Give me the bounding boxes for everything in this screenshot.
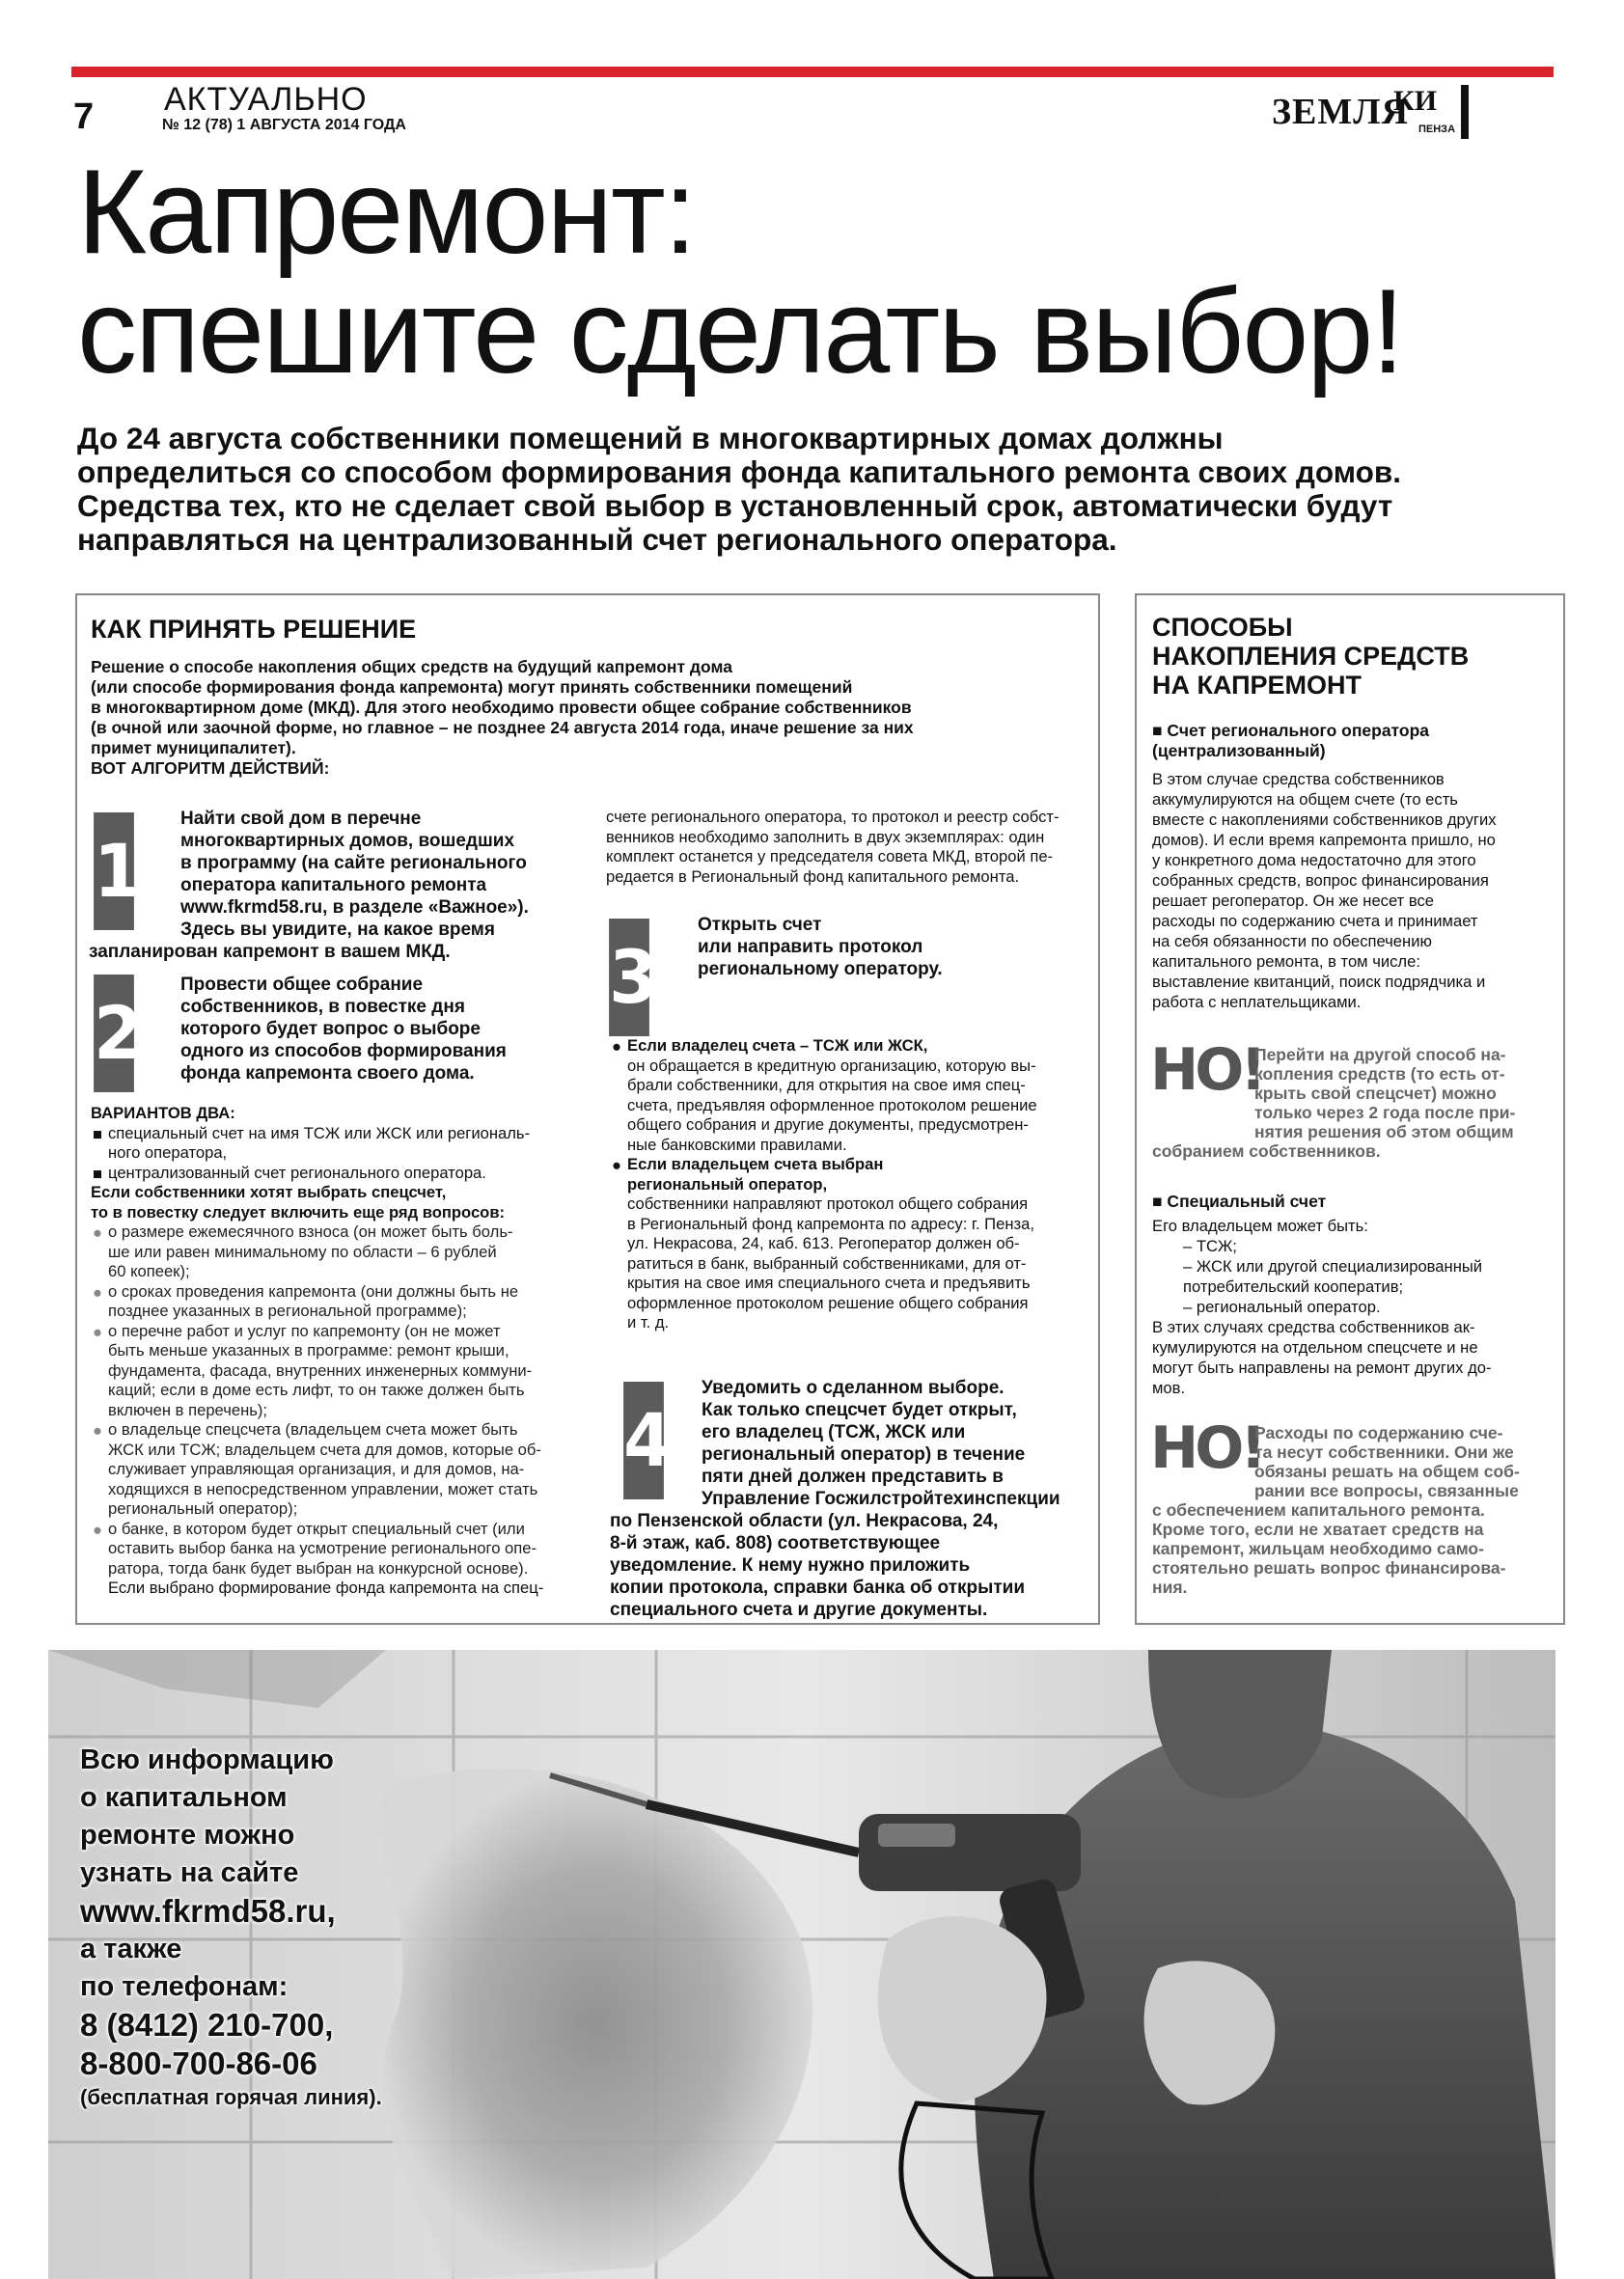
step-line: уведомление. К нему нужно приложить: [610, 1555, 971, 1576]
step-4-text: [610, 1377, 1097, 1621]
headline-line-2: спешите сделать выбор!: [77, 265, 1403, 398]
step-line: фонда капремонта своего дома.: [180, 1063, 475, 1084]
spec-intro-2: то в повестку следует включить еще ряд вопросов:: [91, 1202, 506, 1222]
step-line: многоквартирных домов, вошедших: [180, 831, 515, 851]
step-line: его владелец (ТСЖ, ЖСК или: [702, 1422, 966, 1442]
intro-line: (в очной или заочной форме, но главное – не позднее 24 августа 2014 года, иначе решение за них: [91, 718, 914, 737]
step-line: 8-й этаж, каб. 808) соответствующее: [610, 1533, 941, 1553]
intro-line: ВОТ АЛГОРИТМ ДЕЙСТВИЙ:: [91, 758, 330, 778]
special-section: [1152, 1192, 1553, 1398]
step-line: региональному оператору.: [698, 959, 943, 979]
col2-line: счете регионального оператора, то протокол и реестр собст-: [606, 808, 1060, 826]
page-number: 7: [73, 96, 95, 137]
info-line: по телефонам:: [80, 1971, 289, 2002]
methods-title: СПОСОБЫ НАКОПЛЕНИЯ СРЕДСТВ НА КАПРЕМОНТ: [1152, 613, 1470, 700]
intro-line: примет муниципалитет).: [91, 738, 296, 757]
info-phone: 8-800-700-86-06: [80, 2046, 317, 2081]
variants-title: ВАРИАНТОВ ДВА:: [91, 1104, 235, 1122]
col1-tail: Если выбрано формирование фонда капремонта на спец-: [108, 1579, 544, 1597]
step-line: копии протокола, справки банка об открытии: [610, 1578, 1026, 1598]
spec-intro-1: Если собственники хотят выбрать спецсчет,: [91, 1183, 447, 1201]
step-line: Как только спецсчет будет открыт,: [702, 1400, 1017, 1420]
info-line: узнать на сайте: [80, 1857, 299, 1888]
question-item: ● о размере ежемесячного взноса (он может быть боль- ше или равен минимальному по области – 6 рублей 60 копеек);: [93, 1222, 513, 1280]
info-line: Всю информацию: [80, 1744, 334, 1775]
step-3-text: [698, 914, 1084, 980]
question-item: ● о перечне работ и услуг по капремонту (он не может быть меньше указанных в программе: ремонт крыши, фундамента, фасада, внутренних инженерных коммуни- каций; если в доме есть лифт, то он также должен быть включен в перечень);: [93, 1321, 533, 1419]
lede-line: направляться на централизованный счет регионального оператора.: [77, 522, 1117, 557]
central-title: ■ Счет регионального оператора (централизованный): [1152, 721, 1430, 760]
question-item: ● о владельце спецсчета (владельцем счета может быть ЖСК или ТСЖ; владельцем счета для домов, которые об- служивает управляющая организация, и для домов, на- ходящихся в непосредственном управлении, может стать региональный оператор);: [93, 1420, 541, 1518]
step-line: Провести общее собрание: [180, 975, 424, 995]
info-line: а также: [80, 1934, 182, 1964]
newspaper-logo: [1272, 85, 1473, 141]
step-number-4: 4: [623, 1382, 664, 1499]
methods-box: [1135, 593, 1565, 1625]
decision-title: КАК ПРИНЯТЬ РЕШЕНИЕ: [91, 615, 417, 644]
step-line: оператора капитального ремонта: [180, 875, 487, 895]
step-line: пяти дней должен представить в: [702, 1467, 1004, 1487]
lede-line: Средства тех, кто не сделает свой выбор в установленный срок, автоматически будут: [77, 488, 1393, 523]
step-line: специального счета и другие документы.: [610, 1600, 988, 1620]
variant-item: ■ централизованный счет регионального оператора.: [93, 1163, 486, 1183]
step-line: региональный оператор) в течение: [702, 1444, 1026, 1465]
owner-options: [610, 1036, 1092, 1333]
step-line: одного из способов формирования: [180, 1041, 507, 1061]
owner-reg-item: ● Если владельцем счета выбран региональный оператор, собственники направляют протокол общего собрания в Региональный фонд капремонта по адресу: г. Пенза, ул. Некрасова, 24, каб. 613. Регоператор должен об- ратиться в банк, выбранный собственниками, для от- крытия на свое имя специального счета и предъявить оформленное протоколом решение общего собрания и т. д.: [612, 1155, 1034, 1332]
info-site-link[interactable]: www.fkrmd58.ru,: [80, 1893, 336, 1929]
central-text: В этом случае средства собственников аккумулируются на общем счете (то есть вместе с накоплениями собственников других домов). И если время капремонта пришло, но у конкретного дома недостаточно для этого собранных средств, вопрос финансирования решает регоператор. Он же несет все расходы по содержанию счета и принимает на себя обязанности по обеспечению капитального ремонта, в том числе: выставление квитанций, поиск подрядчика и работа с неплательщиками.: [1152, 770, 1497, 1011]
step-line: которого будет вопрос о выборе: [180, 1019, 481, 1039]
step-number-3: 3: [609, 919, 649, 1036]
methods-content: [1152, 613, 1553, 1012]
info-line: ремонте можно: [80, 1820, 295, 1851]
owner-tsj-item: ● Если владелец счета – ТСЖ или ЖСК, он обращается в кредитную организацию, которую вы- брали собственники, для открытия на свое имя спец- счета, предъявляя оформленное протоколом решение общего собрания и другие документы, предусмотрен- ные банковскими правилами.: [612, 1036, 1037, 1154]
step-line: Управление Госжилстройтехинспекции: [702, 1489, 1060, 1509]
headline-line-1: Капремонт:: [77, 146, 696, 279]
headline: [77, 146, 1583, 398]
logo-city: ПЕНЗА: [1418, 124, 1456, 135]
step-line: или направить протокол: [698, 937, 923, 957]
step-line: Уведомить о сделанном выборе.: [702, 1378, 1005, 1398]
step-line: www.fkrmd58.ru, в разделе «Важное»).: [180, 897, 529, 918]
question-item: ● о банке, в котором будет открыт специальный счет (или оставить выбор банка на усмотрение регионального опе- ратора, тогда банк будет выбран на конкурсной основе).: [93, 1519, 537, 1578]
intro-line: (или способе формирования фонда капремонта) могут принять собственники помещений: [91, 677, 853, 697]
lede: [77, 422, 1583, 557]
issue-date: № 12 (78) 1 АВГУСТА 2014 ГОДА: [162, 117, 406, 133]
section-title: АКТУАЛЬНО: [164, 81, 368, 118]
step-line: Найти свой дом в перечне: [180, 809, 422, 829]
intro-line: в многоквартирном доме (МКД). Для этого необходимо провести общее собрание собственников: [91, 698, 912, 717]
no-label-1: НО!: [1150, 1036, 1263, 1104]
header-red-bar: [71, 67, 1554, 77]
step-line: в программу (на сайте регионального: [180, 853, 527, 873]
no-note-2-tail: с обеспечением капитального ремонта. Кроме того, если не хватает средств на капремонт, жильцам необходимо само- стоятельно решать вопрос финансирова- ния.: [1152, 1500, 1506, 1597]
special-text: Его владельцем может быть: – ТСЖ; – ЖСК или другой специализированный потребительский кооператив; – региональный оператор. В этих случаях средства собственников ак- кумулируются на отдельном спецсчете и не могут быть направлены на ремонт других до- мов.: [1152, 1217, 1492, 1397]
intro-line: Решение о способе накопления общих средств на будущий капремонт дома: [91, 657, 732, 676]
step-line: Здесь вы увидите, на какое время: [180, 920, 495, 940]
step-line: Открыть счет: [698, 915, 822, 935]
variants-column: [91, 1104, 592, 1599]
decision-intro: [91, 615, 1085, 779]
info-hotline: (бесплатная горячая линия).: [80, 2085, 382, 2109]
step-number-2: 2: [94, 975, 134, 1092]
step-2-text: [180, 974, 586, 1085]
col2-line: венников необходимо заполнить в двух экземплярах: один: [606, 827, 1045, 846]
col2-line: комплект останется у председателя совета МКД, второй пе-: [606, 847, 1054, 865]
logo-text-2: КИ: [1393, 85, 1438, 117]
decision-box: [75, 593, 1100, 1625]
variant-item: ■ специальный счет на имя ТСЖ или ЖСК или региональ- ного оператора,: [93, 1123, 531, 1162]
logo-text: ЗЕМЛЯ: [1272, 92, 1410, 132]
step-1-text: [89, 808, 586, 963]
no-note-1-tail: собранием собственников.: [1152, 1141, 1381, 1161]
no-note-2: Расходы по содержанию сче- та несут собственники. Они же обязаны решать на общем соб- рании все вопросы, связанные: [1254, 1423, 1520, 1500]
step-number-1: 1: [94, 812, 134, 930]
special-title: ■ Специальный счет: [1152, 1192, 1327, 1211]
step-line: по Пензенской области (ул. Некрасова, 24,: [610, 1511, 999, 1531]
no-note-1: Перейти на другой способ на- копления средств (то есть от- крыть свой спецсчет) можно только через 2 года после при- нятия решения об этом общим: [1254, 1045, 1516, 1141]
lede-line: До 24 августа собственники помещений в многоквартирных домах должны: [77, 421, 1224, 455]
col2-line: редается в Региональный фонд капитального ремонта.: [606, 866, 1020, 886]
no-label-2: НО!: [1150, 1414, 1263, 1482]
info-line: о капитальном: [80, 1782, 288, 1813]
col2-top: [606, 808, 1088, 887]
step-line: запланирован капремонт в вашем МКД.: [89, 942, 451, 962]
lede-line: определиться со способом формирования фонда капитального ремонта своих домов.: [77, 454, 1401, 489]
info-block: [80, 1742, 382, 2112]
step-line: собственников, в повестке дня: [180, 997, 465, 1017]
question-item: ● о сроках проведения капремонта (они должны быть не позднее указанных в региональной программе);: [93, 1281, 519, 1320]
logo-bar: [1461, 85, 1469, 139]
info-phone: 8 (8412) 210-700,: [80, 2007, 334, 2043]
